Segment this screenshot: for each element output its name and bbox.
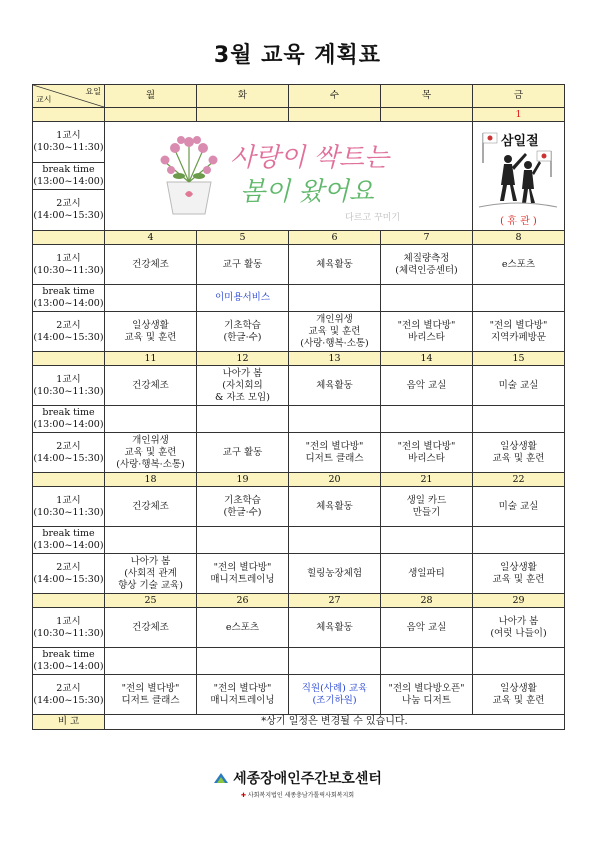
banner-line1: 사랑이 싹트는 [230, 143, 389, 173]
day-label: 요일 [85, 87, 101, 96]
date-cell: 11 [105, 352, 197, 366]
flower-pot-icon [161, 136, 218, 214]
period-2: 2교시 (14:00~15:30) [33, 554, 105, 594]
period-1: 1교시 (10:30~11:30) [33, 245, 105, 285]
activity-cell: 건강체조 [105, 487, 197, 527]
date-cell: 5 [197, 231, 289, 245]
samiljeol-image [473, 123, 563, 215]
period-2: 2교시 (14:00~15:30) [33, 675, 105, 715]
activity-cell [105, 648, 197, 675]
date-cell: 8 [473, 231, 565, 245]
activity-cell [473, 285, 565, 312]
week5-date-row [33, 594, 565, 608]
activity-cell: 힐링농장체험 [289, 554, 381, 594]
date-cell: 22 [473, 473, 565, 487]
break-time: break time (13:00~14:00) [33, 406, 105, 433]
day-wed: 수 [289, 85, 381, 108]
period-1: 1교시 (10:30~11:30) [33, 487, 105, 527]
date-cell: 6 [289, 231, 381, 245]
activity-cell: 개인위생 교육 및 훈련 (사랑·행복·소통) [289, 312, 381, 352]
activity-cell: "전의 별다방" 디저트 클래스 [105, 675, 197, 715]
activity-cell: 나아가 봄 (사회적 관계 향상 기술 교육) [105, 554, 197, 594]
day-mon: 월 [105, 85, 197, 108]
activity-cell: 기초학습 (한글·수) [197, 312, 289, 352]
activity-cell: 미술 교실 [473, 366, 565, 406]
footer-row [33, 715, 565, 730]
break-time: break time (13:00~14:00) [33, 162, 105, 190]
activity-cell [197, 406, 289, 433]
activity-cell: e스포츠 [473, 245, 565, 285]
date-cell: 7 [381, 231, 473, 245]
activity-cell: 음악 교실 [381, 366, 473, 406]
activity-cell: 일상생활 교육 및 훈련 [105, 312, 197, 352]
activity-cell: 교구 활동 [197, 245, 289, 285]
week2-p2-row [33, 312, 565, 352]
week3-brk-row [33, 406, 565, 433]
activity-cell [105, 406, 197, 433]
activity-cell: "전의 별다방" 매니저트레이닝 [197, 554, 289, 594]
period-2: 2교시 (14:00~15:30) [33, 312, 105, 352]
break-time: break time (13:00~14:00) [33, 285, 105, 312]
activity-cell [473, 406, 565, 433]
activity-cell: "전의 별다방" 매니저트레이닝 [197, 675, 289, 715]
page-title: 3월 교육 계획표 [213, 43, 382, 68]
center-logo-icon [213, 771, 229, 785]
period-1: 1교시 (10:30~11:30) [33, 122, 105, 163]
week3-p2-row [33, 433, 565, 473]
activity-cell: 기초학습 (한글·수) [197, 487, 289, 527]
activity-cell: "전의 별다방" 디저트 클래스 [289, 433, 381, 473]
org-logo [0, 768, 595, 799]
activity-cell: 체질량측정 (체력인증센터) [381, 245, 473, 285]
org-name: 세종장애인주간보호센터 [233, 771, 382, 787]
day-thu: 목 [381, 85, 473, 108]
week5-p2-row [33, 675, 565, 715]
activity-cell: 미술 교실 [473, 487, 565, 527]
day-tue: 화 [197, 85, 289, 108]
activity-cell: 나아가 봄 (자치회의 & 자조 모임) [197, 366, 289, 406]
date-cell: 27 [289, 594, 381, 608]
date-cell: 19 [197, 473, 289, 487]
activity-cell [289, 527, 381, 554]
activity-cell: 음악 교실 [381, 608, 473, 648]
day-fri: 금 [473, 85, 565, 108]
schedule-table [32, 84, 565, 730]
period-label: 교시 [36, 95, 52, 104]
activity-cell: "전의 별다방오픈" 나눔 디저트 [381, 675, 473, 715]
activity-cell [473, 648, 565, 675]
week4-brk-row [33, 527, 565, 554]
cross-icon: ✚ [240, 792, 246, 799]
activity-cell [105, 285, 197, 312]
activity-cell [105, 527, 197, 554]
period-2: 2교시 (14:00~15:30) [33, 190, 105, 231]
holiday-label: ( 휴 관 ) [500, 216, 537, 227]
activity-cell: "전의 별다방" 지역카페방문 [473, 312, 565, 352]
activity-cell: 나아가 봄 (여럿 나들이) [473, 608, 565, 648]
date-cell: 26 [197, 594, 289, 608]
activity-cell [381, 527, 473, 554]
date-cell: 15 [473, 352, 565, 366]
activity-cell [197, 527, 289, 554]
week2-p1-row [33, 245, 565, 285]
activity-cell: 건강체조 [105, 366, 197, 406]
activity-cell [473, 527, 565, 554]
samiljeol-label: 삼일절 [501, 134, 539, 149]
date-cell: 29 [473, 594, 565, 608]
date-cell: 1 [473, 108, 565, 122]
activity-cell: "전의 별다방" 바리스타 [381, 312, 473, 352]
date-cell: 14 [381, 352, 473, 366]
date-cell: 18 [105, 473, 197, 487]
activity-cell: 교구 활동 [197, 433, 289, 473]
period-2: 2교시 (14:00~15:30) [33, 433, 105, 473]
week4-p1-row [33, 487, 565, 527]
activity-cell: 직원(사례) 교육 (조기하원) [289, 675, 381, 715]
date-cell: 21 [381, 473, 473, 487]
activity-cell: 체육활동 [289, 245, 381, 285]
period-1: 1교시 (10:30~11:30) [33, 608, 105, 648]
week5-p1-row [33, 608, 565, 648]
activity-cell: 생일 카드 만들기 [381, 487, 473, 527]
activity-cell [381, 285, 473, 312]
activity-cell: 일상생활 교육 및 훈련 [473, 433, 565, 473]
date-cell: 13 [289, 352, 381, 366]
people-icon [500, 153, 541, 203]
spring-banner-image [105, 122, 473, 230]
activity-cell [289, 648, 381, 675]
activity-cell: 생일파티 [381, 554, 473, 594]
activity-cell: 체육활동 [289, 608, 381, 648]
date-cell: 12 [197, 352, 289, 366]
banner-line3: 다르고 꾸미기 [345, 213, 401, 223]
header-row [33, 85, 565, 108]
week5-brk-row [33, 648, 565, 675]
date-cell: 20 [289, 473, 381, 487]
activity-cell: e스포츠 [197, 608, 289, 648]
spring-banner [105, 122, 473, 231]
activity-cell [381, 648, 473, 675]
week1-date-row [33, 108, 565, 122]
banner-line2: 봄이 왔어요 [240, 177, 374, 207]
break-time: break time (13:00~14:00) [33, 648, 105, 675]
activity-cell [289, 285, 381, 312]
break-time: break time (13:00~14:00) [33, 527, 105, 554]
activity-cell: 일상생활 교육 및 훈련 [473, 675, 565, 715]
date-cell: 4 [105, 231, 197, 245]
week4-date-row [33, 473, 565, 487]
activity-cell [197, 648, 289, 675]
org-sub: 사회복지법인 세종충남가톨릭사회복지회 [247, 792, 355, 799]
date-cell: 25 [105, 594, 197, 608]
week3-date-row [33, 352, 565, 366]
activity-cell: 건강체조 [105, 608, 197, 648]
week3-p1-row [33, 366, 565, 406]
week4-p2-row [33, 554, 565, 594]
activity-cell: 일상생활 교육 및 훈련 [473, 554, 565, 594]
week2-brk-row [33, 285, 565, 312]
activity-cell: 체육활동 [289, 487, 381, 527]
corner-cell [33, 85, 105, 108]
activity-cell [289, 406, 381, 433]
activity-cell: 이미용서비스 [197, 285, 289, 312]
activity-cell: "전의 별다방" 바리스타 [381, 433, 473, 473]
activity-cell: 개인위생 교육 및 훈련 (사랑·행복·소통) [105, 433, 197, 473]
period-1: 1교시 (10:30~11:30) [33, 366, 105, 406]
activity-cell: 체육활동 [289, 366, 381, 406]
remarks-label: 비 고 [33, 715, 105, 730]
remarks-note: *상기 일정은 변경될 수 있습니다. [105, 715, 565, 730]
samiljeol-cell [473, 122, 565, 231]
activity-cell: 건강체조 [105, 245, 197, 285]
activity-cell [381, 406, 473, 433]
date-cell: 28 [381, 594, 473, 608]
week2-date-row [33, 231, 565, 245]
